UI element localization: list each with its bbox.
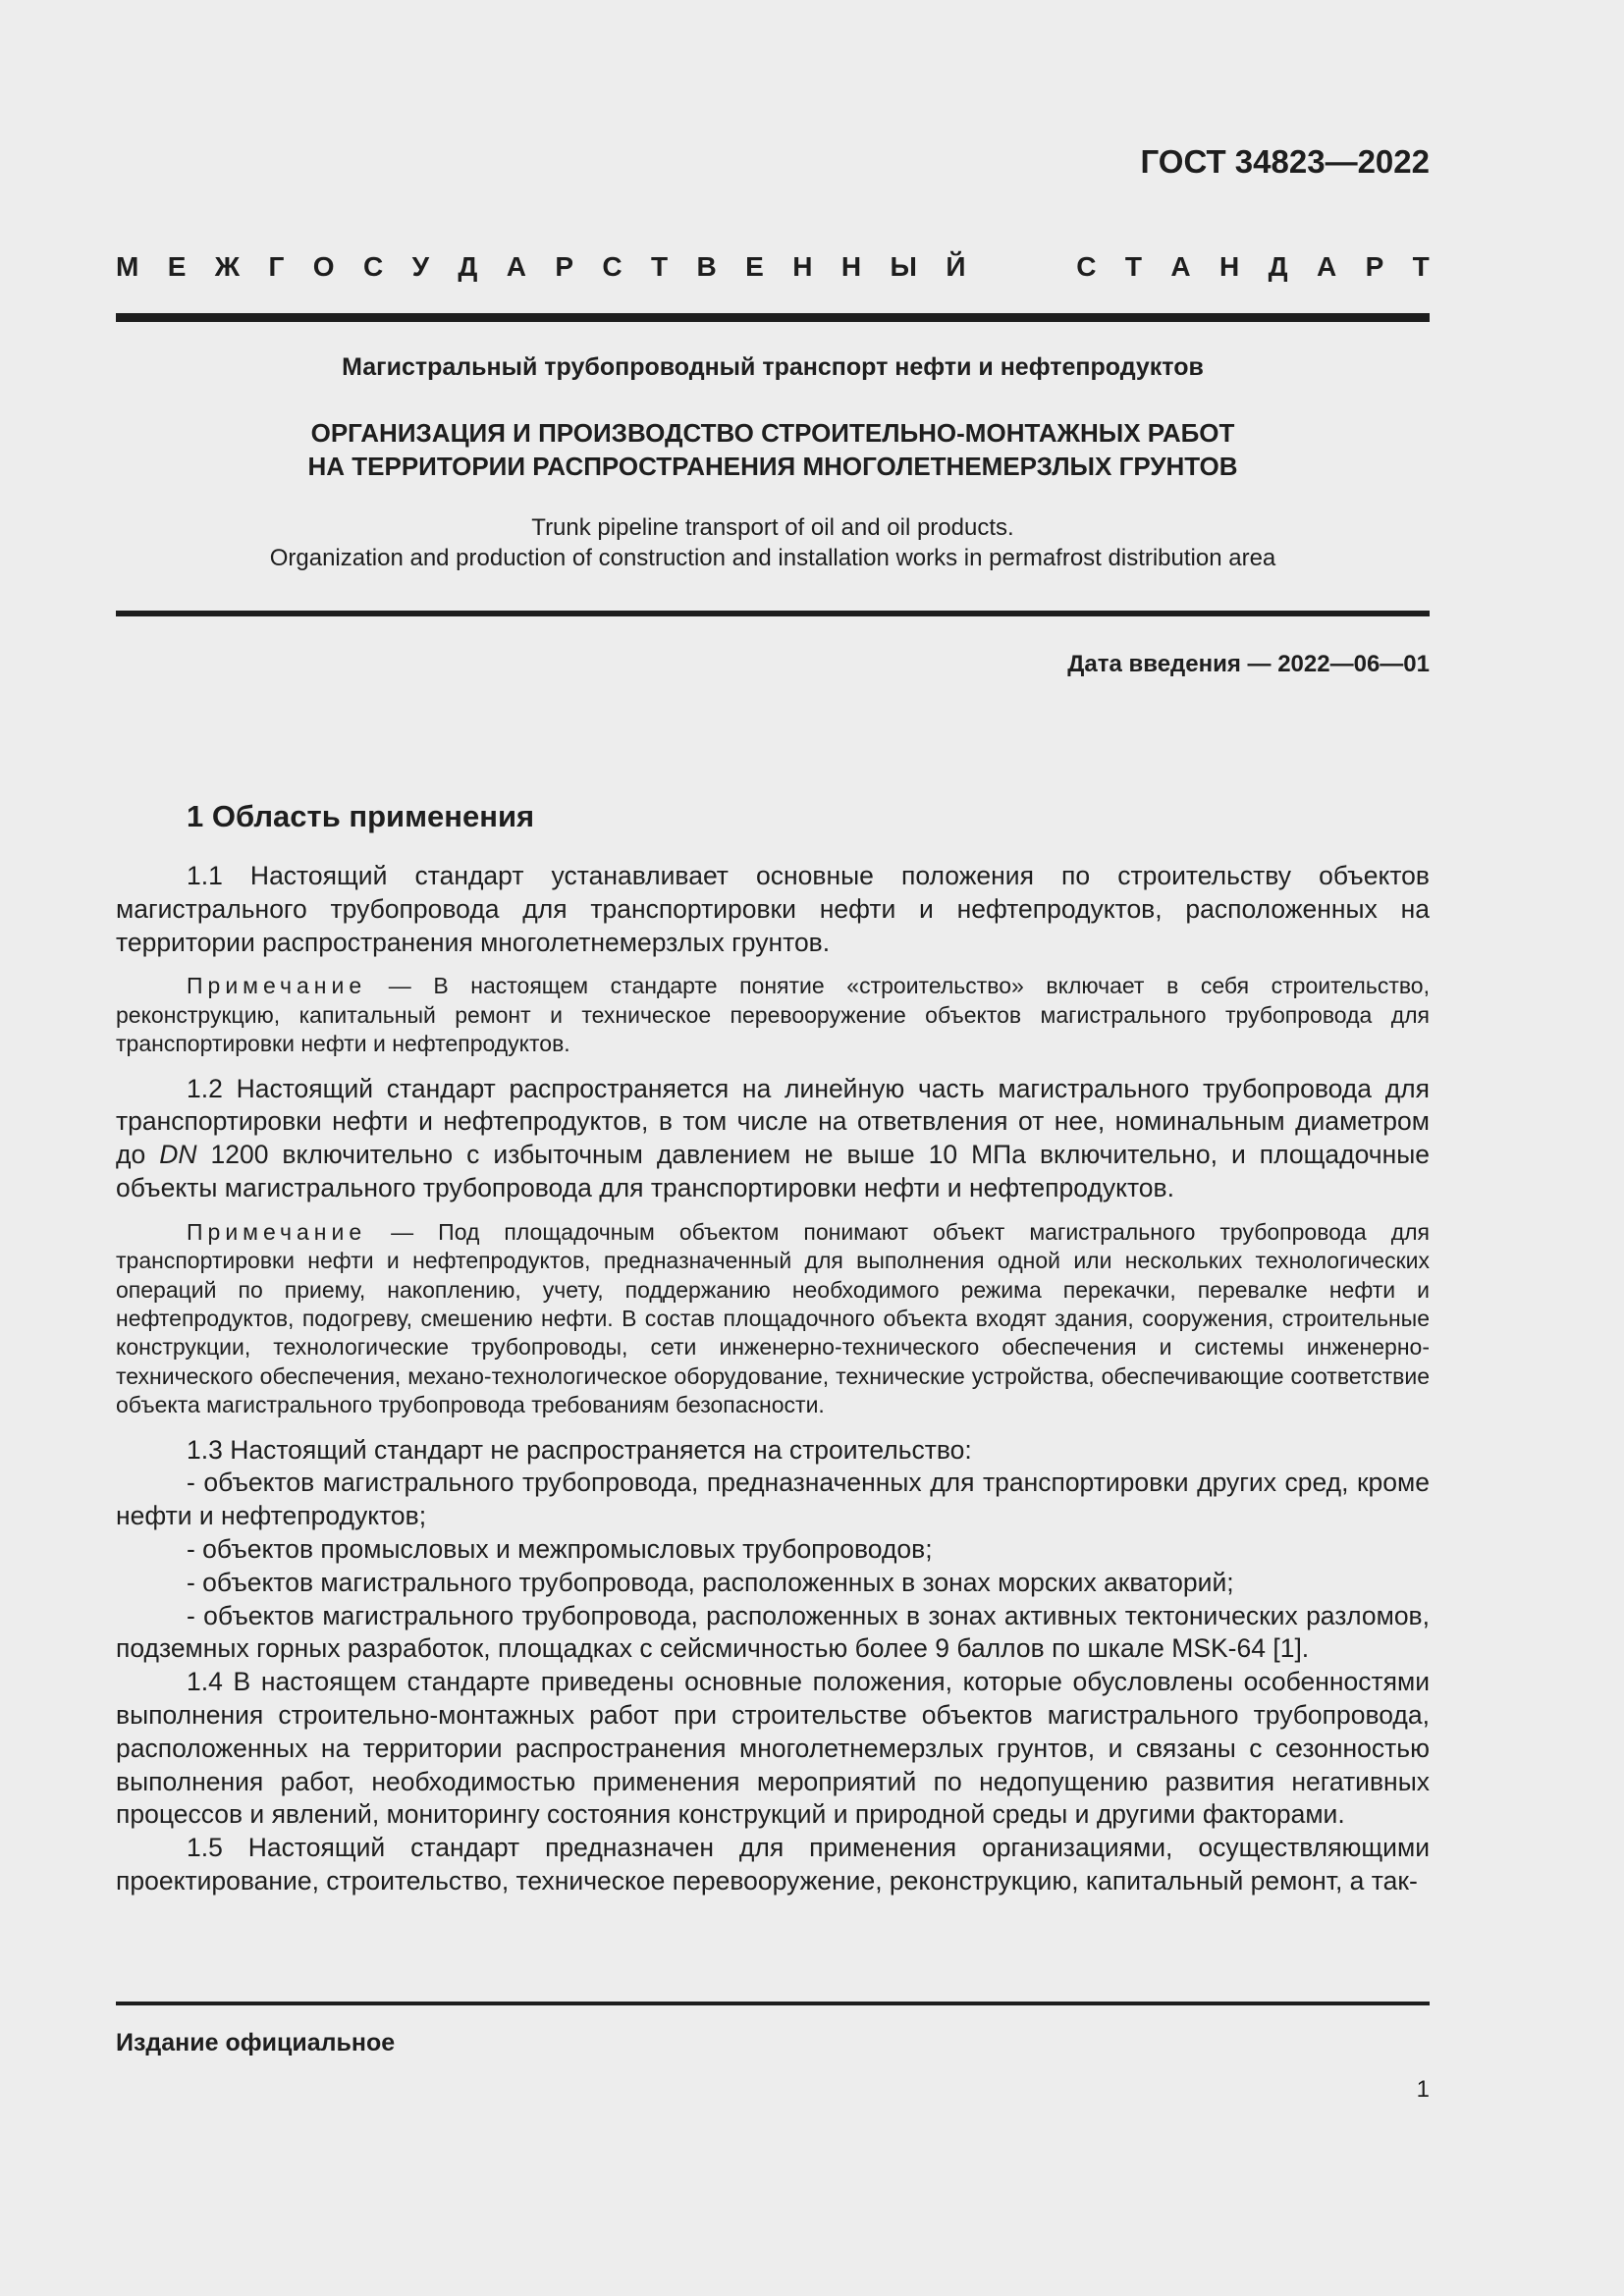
official-edition-label: Издание официальное xyxy=(116,2029,396,2056)
english-title xyxy=(116,512,1430,573)
top-thick-rule xyxy=(116,313,1430,322)
list-item: - объектов магистрального трубопровода, расположенных в зонах морских акваторий; xyxy=(187,1567,1234,1597)
letter: С xyxy=(1076,251,1097,282)
note-label: Примечание xyxy=(187,973,367,999)
paragraph-text: 1200 включительно с избыточным давлением не выше 10 МПа включительно, и площадочные объекты магистрального трубопровода для транспортировки нефти и нефтепродуктов. xyxy=(116,1140,1430,1202)
letter: С xyxy=(362,251,384,282)
section-heading: 1 Область применения xyxy=(187,799,535,833)
english-title-line: Organization and production of construction and installation works in permafrost distribution area xyxy=(269,545,1276,571)
interstate-standard-heading xyxy=(116,251,1430,283)
letter: Г xyxy=(268,251,285,282)
title-line: ОРГАНИЗАЦИЯ И ПРОИЗВОДСТВО СТРОИТЕЛЬНО-МОНТАЖНЫХ РАБОТ xyxy=(310,418,1235,448)
letter: Т xyxy=(1124,251,1142,282)
letter: Н xyxy=(792,251,813,282)
list-item: - объектов магистрального трубопровода, предназначенных для транспортировки других сред, кроме нефти и нефтепродуктов; xyxy=(116,1468,1430,1531)
letter: А xyxy=(1316,251,1337,282)
title-line: НА ТЕРРИТОРИИ РАСПРОСТРАНЕНИЯ МНОГОЛЕТНЕМЕРЗЛЫХ ГРУНТОВ xyxy=(307,452,1238,481)
paragraph-1-3: 1.3 Настоящий стандарт не распространяется на строительство: xyxy=(187,1434,972,1465)
letter: Т xyxy=(1412,251,1430,282)
gost-code: ГОСТ 34823—2022 xyxy=(1140,143,1430,180)
title-bottom-rule xyxy=(116,611,1430,616)
letter: Ы xyxy=(890,251,917,282)
english-title-line: Trunk pipeline transport of oil and oil products. xyxy=(531,514,1014,541)
page-number: 1 xyxy=(1416,2076,1430,2103)
letter: Р xyxy=(1365,251,1384,282)
letter: С xyxy=(602,251,623,282)
letter: М xyxy=(116,251,139,282)
letter: О xyxy=(312,251,335,282)
letter: В xyxy=(696,251,717,282)
letter: Ж xyxy=(214,251,241,282)
standard-subtitle: Магистральный трубопроводный транспорт нефти и нефтепродуктов xyxy=(342,353,1204,381)
footer-rule xyxy=(116,2002,1430,2005)
letter: А xyxy=(506,251,526,282)
letter: У xyxy=(411,251,429,282)
letter: Н xyxy=(1218,251,1240,282)
letter: Й xyxy=(946,251,966,282)
note-2 xyxy=(116,1218,1430,1420)
letter: Д xyxy=(458,251,478,282)
list-item: - объектов промысловых и межпромысловых трубопроводов; xyxy=(187,1534,933,1565)
paragraph-1-2 xyxy=(116,1073,1430,1205)
paragraph-1-5: 1.5 Настоящий стандарт предназначен для применения организациями, осуществляющими проектирование, строительство, техническое перевооружение, реконструкцию, капитальный ремонт, а так- xyxy=(116,1833,1430,1896)
paragraph-text: 1.2 Настоящий стандарт распространяется на линейную часть магистрального трубопровода для транспортировки нефти и нефтепродуктов, в том числе на ответвления от нее, номинальным диаметром до xyxy=(116,1073,1430,1170)
section-body xyxy=(116,860,1430,1898)
letter: Р xyxy=(555,251,574,282)
letter: Е xyxy=(745,251,764,282)
note-label: Примечание xyxy=(187,1218,367,1245)
letter: Т xyxy=(651,251,669,282)
standard-title xyxy=(116,416,1430,483)
dn-symbol: DN xyxy=(159,1140,197,1170)
word-gap xyxy=(995,251,1048,283)
letter: А xyxy=(1170,251,1191,282)
letter: Н xyxy=(840,251,862,282)
paragraph-1-4: 1.4 В настоящем стандарте приведены основные положения, которые обусловлены особенностями выполнения строительно-монтажных работ при строительстве объектов магистрального трубопровода, расположенных на территории распространения многолетнемерзлых грунтов, и связаны с сезонностью выполнения работ, необходимостью применения мероприятий по недопущению развития негативных процессов и явлений, мониторингу состояния конструкций и природной среды и другими факторами. xyxy=(116,1667,1430,1830)
note-text: — В настоящем стандарте понятие «строительство» включает в себя строительство, реконструкцию, капитальный ремонт и техническое перевооружение объектов магистрального трубопровода для транспортировки нефти и нефтепродуктов. xyxy=(116,973,1430,1057)
letter: Д xyxy=(1268,251,1288,282)
list-item: - объектов магистрального трубопровода, расположенных в зонах активных тектонических разломов, подземных горных разработок, площадках с сейсмичностью более 9 баллов по шкале MSK-64 [1]. xyxy=(116,1600,1430,1664)
note-1 xyxy=(116,972,1430,1058)
introduction-date: Дата введения — 2022—06—01 xyxy=(1067,651,1430,677)
note-text: — Под площадочным объектом понимают объект магистрального трубопровода для транспортировки нефти и нефтепродуктов, предназначенный для выполнения одной или нескольких технологических операций по приему, накоплению, учету, поддержанию необходимого режима перекачки, перевалке нефти и нефтепродуктов, подогреву, смешению нефти. В состав площадочного объекта входят здания, сооружения, строительные конструкции, технологические трубопроводы, сети инженерно-технического обеспечения и системы инженерно-технического обеспечения, механо-технологическое оборудование, технические устройства, обеспечивающие соответствие объекта магистрального трубопровода требованиям безопасности. xyxy=(116,1218,1430,1418)
letter: Е xyxy=(167,251,187,282)
paragraph-1-1: 1.1 Настоящий стандарт устанавливает основные положения по строительству объектов магистрального трубопровода для транспортировки нефти и нефтепродуктов, расположенных на территории распространения многолетнемерзлых грунтов. xyxy=(116,861,1430,957)
